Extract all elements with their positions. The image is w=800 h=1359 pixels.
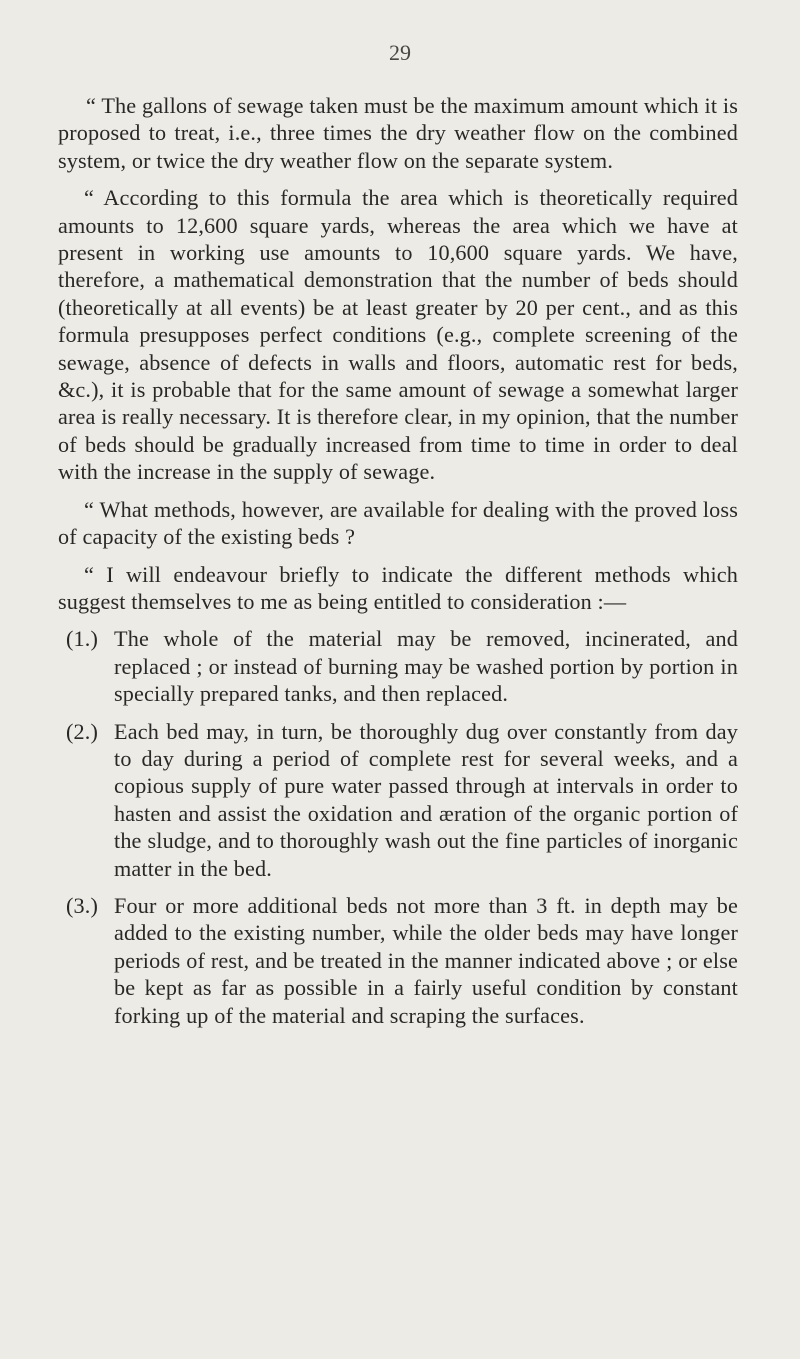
paragraph-methods-question: “ What methods, however, are available for dealing with the proved loss of capacity of the existing beds ? <box>58 496 738 550</box>
method-item-2 <box>58 718 738 882</box>
method-item-3 <box>58 892 738 1029</box>
method-number: (2.) <box>66 718 99 744</box>
method-text: Each bed may, in turn, be thoroughly dug over constantly from day to day during a period of complete rest for several weeks, and a copious supply of pure water passed through at intervals in order to hasten and assist the oxidation and æration of the organic portion of the sludge, and to thoroughly wash out the fine particles of inorganic matter in the bed. <box>114 718 738 881</box>
method-number: (3.) <box>66 892 99 918</box>
paragraph-sewage-gallons: “ The gallons of sewage taken must be the maximum amount which it is proposed to treat, i.e., three times the dry weather flow on the combined system, or twice the dry weather flow on the separate system. <box>58 93 738 173</box>
method-text: The whole of the material may be removed, incinerated, and replaced ; or instead of burning may be washed portion by portion in specially prepared tanks, and then replaced. <box>114 626 738 707</box>
page-number: 29 <box>389 40 411 65</box>
body-text <box>58 92 738 1039</box>
method-item-1 <box>58 625 738 707</box>
paragraph-methods-intro: “ I will endeavour briefly to indicate the different methods which suggest themselves to me as being entitled to consideration :— <box>58 561 738 614</box>
method-number: (1.) <box>66 626 99 652</box>
paragraph-formula-area: “ According to this formula the area which is theoretically required amounts to 12,600 square yards, whereas the area which we have at present in working use amounts to 10,600 square yards. We have, therefore, a mathematical demonstration that the number of beds should (theoretically at all events) be at least greater by 20 per cent., and as this formula presupposes perfect conditions (e.g., complete screening of the sewage, absence of defects in walls and floors, automatic rest for beds, &c.), it is probable that for the same amount of sewage a somewhat larger area is really necessary. It is therefore clear, in my opinion, that the number of beds should be gradually increased from time to time in order to deal with the increase in the supply of sewage. <box>58 185 738 485</box>
method-text: Four or more additional beds not more than 3 ft. in depth may be added to the existing number, while the older beds may have longer periods of rest, and be treated in the manner indicated above ; or else be kept as far as possible in a fairly useful condition by constant forking up of the material and scraping the surfaces. <box>114 892 738 1028</box>
